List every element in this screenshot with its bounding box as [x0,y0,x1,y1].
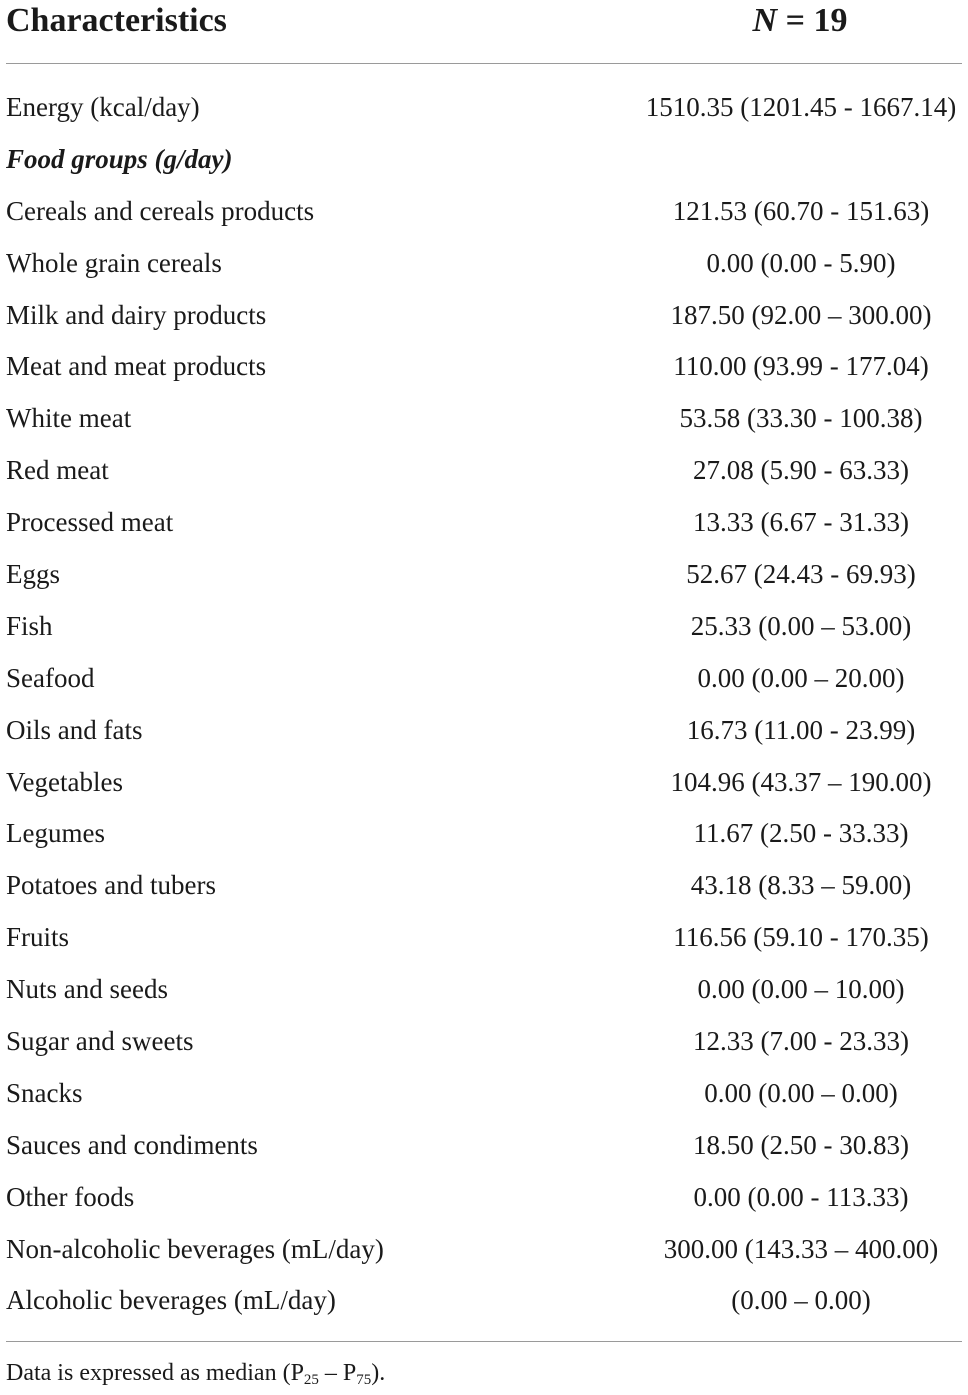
table-row [0,1120,968,1172]
row-label: Red meat [6,455,109,486]
row-label: Meat and meat products [6,351,267,382]
row-label: Cereals and cereals products [6,195,315,226]
row-value: 53.58 (33.30 - 100.38) [679,403,923,434]
footnote-sub-25: 25 [303,1372,319,1388]
row-label: Eggs [6,559,60,590]
row-value: 16.73 (11.00 - 23.99) [686,714,916,745]
row-label: Milk and dairy products [6,299,267,330]
row-label: Potatoes and tubers [6,870,216,901]
row-value: (0.00 – 0.00) [731,1285,871,1316]
row-label: Snacks [6,1077,83,1108]
table-row [0,808,968,860]
footnote-middle: – P [318,1360,357,1386]
row-label: Fruits [6,922,70,953]
table-row [0,1016,968,1068]
table-row [0,757,968,809]
table-row [0,497,968,549]
footnote-prefix: Data is expressed as median (P [6,1360,304,1386]
row-value: 18.50 (2.50 - 30.83) [693,1129,909,1160]
row-label: Nuts and seeds [6,974,168,1005]
row-label: Sauces and condiments [6,1129,258,1160]
column-header-characteristics: Characteristics [6,2,227,39]
row-value: 0.00 (0.00 – 20.00) [697,662,905,693]
row-label: White meat [6,403,132,434]
row-label: Non-alcoholic beverages (mL/day) [6,1233,384,1264]
table-row [0,341,968,393]
n-count: = 19 [777,2,848,39]
row-label: Other foods [6,1181,135,1212]
table-row [0,238,968,290]
table-row [0,82,968,134]
header-rule [6,63,962,64]
table-body [0,82,968,1327]
table-row [0,549,968,601]
section-label: Food groups (g/day) [6,143,233,174]
table-row [0,445,968,497]
row-value: 43.18 (8.33 – 59.00) [690,870,912,901]
row-label: Fish [6,610,53,641]
row-value: 1510.35 (1201.45 - 1667.14) [645,92,957,122]
table-row [0,601,968,653]
row-value: 300.00 (143.33 – 400.00) [663,1233,939,1264]
table-row [0,1068,968,1120]
row-value: 27.08 (5.90 - 63.33) [693,455,909,486]
table-row [0,393,968,445]
row-value: 52.67 (24.43 - 69.93) [686,559,916,590]
column-header-n [640,0,960,42]
row-value: 0.00 (0.00 - 113.33) [693,1181,909,1212]
table-row [0,1224,968,1276]
footnote-suffix: ). [371,1360,386,1386]
table-row [0,912,968,964]
row-label: Legumes [6,818,105,849]
table-row [0,705,968,757]
row-label: Vegetables [6,766,123,797]
row-value: 0.00 (0.00 – 0.00) [704,1077,898,1108]
n-symbol: N [752,2,778,39]
row-label: Oils and fats [6,714,143,745]
row-value: 0.00 (0.00 - 5.90) [706,247,896,278]
row-value: 187.50 (92.00 – 300.00) [670,299,932,330]
footer-rule [6,1341,962,1342]
row-label: Sugar and sweets [6,1026,194,1057]
table-row [0,1172,968,1224]
table-row [0,186,968,238]
row-label: Alcoholic beverages (mL/day) [6,1285,336,1316]
row-value: 110.00 (93.99 - 177.04) [673,351,929,382]
row-value: 116.56 (59.10 - 170.35) [673,922,929,953]
row-label: Whole grain cereals [6,247,222,278]
row-value: 13.33 (6.67 - 31.33) [693,507,909,538]
row-value: 12.33 (7.00 - 23.33) [693,1026,909,1057]
row-label: Energy (kcal/day) [6,92,200,122]
table-row [0,653,968,705]
table-row [0,290,968,342]
row-value: 25.33 (0.00 – 53.00) [690,610,912,641]
table-row [0,860,968,912]
row-label: Seafood [6,662,95,693]
table-row [0,1275,968,1327]
table-row [0,964,968,1016]
row-value: 0.00 (0.00 – 10.00) [697,974,905,1005]
row-label: Processed meat [6,507,174,538]
table-footnote [6,1356,385,1390]
table-header [0,0,968,44]
row-value: 11.67 (2.50 - 33.33) [693,818,909,849]
row-value: 121.53 (60.70 - 151.63) [672,195,930,226]
row-value: 104.96 (43.37 – 190.00) [670,766,932,797]
table-section-row [0,134,968,186]
footnote-sub-75: 75 [356,1372,372,1388]
